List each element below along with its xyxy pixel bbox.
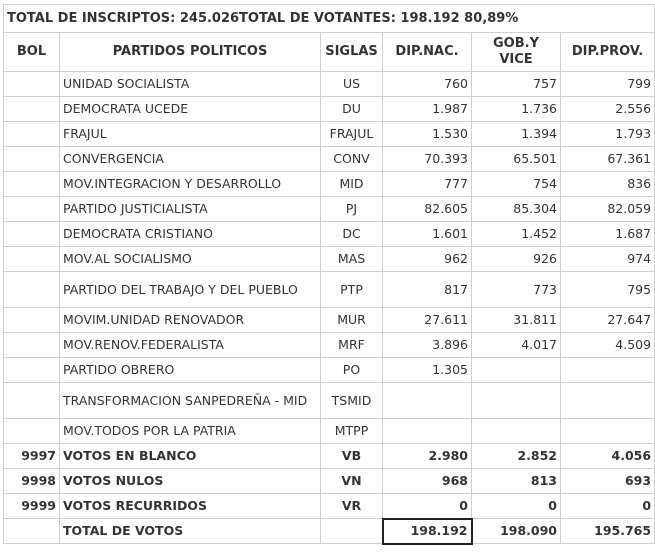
cell-sigla: MTPP — [321, 419, 383, 444]
cell-partido: MOVIM.UNIDAD RENOVADOR — [60, 308, 321, 333]
cell-dip-nac: 2.980 — [383, 444, 472, 469]
cell-gob-vice: 4.017 — [472, 333, 561, 358]
cell-partido: PARTIDO OBRERO — [60, 358, 321, 383]
cell-bol — [4, 222, 60, 247]
totals-sigla — [321, 519, 383, 544]
totals-label: TOTAL DE VOTOS — [60, 519, 321, 544]
cell-partido: DEMOCRATA UCEDE — [60, 97, 321, 122]
cell-dip-prov: 1.793 — [561, 122, 655, 147]
cell-partido: MOV.INTEGRACION Y DESARROLLO — [60, 172, 321, 197]
table-row — [4, 197, 655, 222]
cell-bol — [4, 247, 60, 272]
cell-dip-nac: 760 — [383, 72, 472, 97]
totals-row — [4, 519, 655, 544]
cell-gob-vice: 1.452 — [472, 222, 561, 247]
cell-sigla: PTP — [321, 272, 383, 308]
cell-gob-vice: 0 — [472, 494, 561, 519]
cell-dip-nac: 27.611 — [383, 308, 472, 333]
table-row — [4, 272, 655, 308]
cell-sigla: VN — [321, 469, 383, 494]
cell-dip-prov: 974 — [561, 247, 655, 272]
cell-partido: PARTIDO JUSTICIALISTA — [60, 197, 321, 222]
cell-dip-nac: 817 — [383, 272, 472, 308]
gob-line2: VICE — [499, 52, 533, 67]
cell-dip-prov: 67.361 — [561, 147, 655, 172]
cell-dip-nac — [383, 383, 472, 419]
cell-gob-vice: 65.501 — [472, 147, 561, 172]
summary-title: TOTAL DE INSCRIPTOS: 245.026TOTAL DE VOTANTES: 198.192 80,89% — [4, 5, 655, 33]
results-table — [3, 4, 655, 545]
cell-dip-prov: 1.687 — [561, 222, 655, 247]
cell-dip-nac: 82.605 — [383, 197, 472, 222]
cell-dip-prov: 799 — [561, 72, 655, 97]
cell-gob-vice: 926 — [472, 247, 561, 272]
gob-line1: GOB.Y — [493, 36, 539, 51]
cell-dip-nac: 70.393 — [383, 147, 472, 172]
column-header-dip-nac: DIP.NAC. — [383, 33, 472, 72]
cell-dip-prov: 2.556 — [561, 97, 655, 122]
cell-dip-nac: 777 — [383, 172, 472, 197]
table-row — [4, 222, 655, 247]
cell-partido: FRAJUL — [60, 122, 321, 147]
cell-gob-vice: 757 — [472, 72, 561, 97]
cell-sigla: CONV — [321, 147, 383, 172]
cell-bol — [4, 122, 60, 147]
cell-bol — [4, 147, 60, 172]
cell-dip-nac: 3.896 — [383, 333, 472, 358]
cell-gob-vice: 1.394 — [472, 122, 561, 147]
cell-bol — [4, 97, 60, 122]
cell-partido: CONVERGENCIA — [60, 147, 321, 172]
cell-dip-nac: 962 — [383, 247, 472, 272]
cell-sigla: DC — [321, 222, 383, 247]
cell-dip-nac — [383, 419, 472, 444]
column-header-dip-prov: DIP.PROV. — [561, 33, 655, 72]
cell-dip-prov: 0 — [561, 494, 655, 519]
table-row — [4, 333, 655, 358]
column-header-bol: BOL — [4, 33, 60, 72]
cell-dip-nac: 1.305 — [383, 358, 472, 383]
table-body — [4, 72, 655, 519]
cell-sigla: VB — [321, 444, 383, 469]
cell-partido: TRANSFORMACION SANPEDREÑA - MID — [60, 383, 321, 419]
totals-dip-nac: 198.192 — [383, 519, 472, 544]
cell-partido: VOTOS EN BLANCO — [60, 444, 321, 469]
cell-dip-prov — [561, 383, 655, 419]
cell-partido: MOV.AL SOCIALISMO — [60, 247, 321, 272]
cell-gob-vice: 813 — [472, 469, 561, 494]
cell-dip-prov: 4.056 — [561, 444, 655, 469]
cell-gob-vice — [472, 419, 561, 444]
cell-bol: 9997 — [4, 444, 60, 469]
cell-gob-vice: 31.811 — [472, 308, 561, 333]
column-header-siglas: SIGLAS — [321, 33, 383, 72]
table-row — [4, 147, 655, 172]
cell-bol — [4, 383, 60, 419]
cell-dip-prov: 4.509 — [561, 333, 655, 358]
cell-dip-prov — [561, 358, 655, 383]
summary-row — [4, 5, 655, 33]
cell-dip-prov: 693 — [561, 469, 655, 494]
cell-partido: VOTOS RECURRIDOS — [60, 494, 321, 519]
cell-sigla: DU — [321, 97, 383, 122]
cell-bol: 9998 — [4, 469, 60, 494]
totals-gob: 198.090 — [472, 519, 561, 544]
table-row — [4, 97, 655, 122]
column-header-row — [4, 33, 655, 72]
cell-sigla: MID — [321, 172, 383, 197]
cell-dip-nac: 0 — [383, 494, 472, 519]
cell-sigla: MRF — [321, 333, 383, 358]
table-row — [4, 122, 655, 147]
cell-gob-vice: 2.852 — [472, 444, 561, 469]
cell-dip-prov: 82.059 — [561, 197, 655, 222]
table-row — [4, 247, 655, 272]
table-row — [4, 358, 655, 383]
column-header-partidos: PARTIDOS POLITICOS — [60, 33, 321, 72]
table-row — [4, 444, 655, 469]
cell-gob-vice: 754 — [472, 172, 561, 197]
cell-sigla: PO — [321, 358, 383, 383]
cell-bol — [4, 272, 60, 308]
cell-sigla: VR — [321, 494, 383, 519]
cell-bol: 9999 — [4, 494, 60, 519]
cell-dip-prov: 836 — [561, 172, 655, 197]
cell-dip-nac: 968 — [383, 469, 472, 494]
cell-gob-vice — [472, 358, 561, 383]
table-row — [4, 72, 655, 97]
cell-gob-vice: 773 — [472, 272, 561, 308]
cell-sigla: MUR — [321, 308, 383, 333]
cell-dip-nac: 1.601 — [383, 222, 472, 247]
table-row — [4, 469, 655, 494]
cell-dip-nac: 1.530 — [383, 122, 472, 147]
table-row — [4, 494, 655, 519]
cell-gob-vice — [472, 383, 561, 419]
cell-dip-prov: 27.647 — [561, 308, 655, 333]
cell-bol — [4, 197, 60, 222]
column-header-gob-vice — [472, 33, 561, 72]
cell-sigla: TSMID — [321, 383, 383, 419]
cell-bol — [4, 72, 60, 97]
cell-partido: MOV.RENOV.FEDERALISTA — [60, 333, 321, 358]
table-row — [4, 419, 655, 444]
cell-sigla: PJ — [321, 197, 383, 222]
cell-dip-prov: 795 — [561, 272, 655, 308]
table-row — [4, 308, 655, 333]
cell-bol — [4, 333, 60, 358]
cell-partido: MOV.TODOS POR LA PATRIA — [60, 419, 321, 444]
cell-partido: DEMOCRATA CRISTIANO — [60, 222, 321, 247]
cell-gob-vice: 85.304 — [472, 197, 561, 222]
cell-sigla: FRAJUL — [321, 122, 383, 147]
totals-dip-prov: 195.765 — [561, 519, 655, 544]
totals-bol — [4, 519, 60, 544]
cell-sigla: MAS — [321, 247, 383, 272]
cell-partido: VOTOS NULOS — [60, 469, 321, 494]
cell-bol — [4, 172, 60, 197]
cell-bol — [4, 419, 60, 444]
cell-gob-vice: 1.736 — [472, 97, 561, 122]
cell-partido: PARTIDO DEL TRABAJO Y DEL PUEBLO — [60, 272, 321, 308]
cell-sigla: US — [321, 72, 383, 97]
cell-bol — [4, 358, 60, 383]
cell-partido: UNIDAD SOCIALISTA — [60, 72, 321, 97]
cell-dip-prov — [561, 419, 655, 444]
cell-bol — [4, 308, 60, 333]
cell-dip-nac: 1.987 — [383, 97, 472, 122]
table-row — [4, 172, 655, 197]
table-row — [4, 383, 655, 419]
